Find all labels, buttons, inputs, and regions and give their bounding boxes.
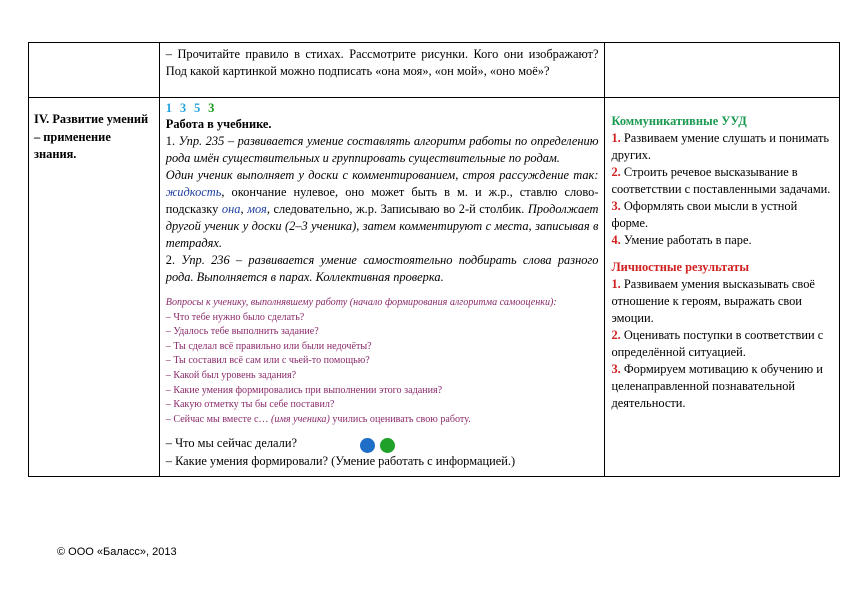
question-part: (имя ученика) [271,413,330,425]
empty-cell [29,43,160,98]
reasoning-intro: Один ученик выполняет у доски с комментированием, строя рассуждение так: [165,168,599,182]
grade-mark: 3 [179,101,187,115]
reasoning-continue: Продолжает другой ученик у доски (2–3 ученика), затем комментируют с места, записывая в тетрадях. [165,202,599,250]
work-heading: Работа в учебнике. [165,117,272,131]
grade-mark: 5 [193,101,201,115]
item-number: 3. [611,199,621,213]
exercise-1-reasoning [166,167,599,252]
item-number: 1. [611,277,621,291]
questions-intro: Вопросы к ученику, выполнявшему работу (начало формирования алгоритма самооценки): [165,297,557,308]
question-item: – Ты составил всё сам или с чьей-то помощью? [165,355,370,367]
item-text: Строить речевое высказывание в соответствии с поставленными задачами. [611,165,831,196]
blue-dot-icon [360,438,375,453]
communicative-heading: Коммуникативные УУД [611,114,747,128]
question-item [166,413,599,428]
exercise-2-text: Упр. 236 – развивается умение самостоятельно подбирать слова разного рода. Выполняется в парах. Коллективная проверка. [165,253,599,284]
exercise-2 [166,252,599,286]
stage-cell [29,98,160,477]
example-word: жидкость [165,185,222,199]
personal-item [611,276,833,327]
personal-item [611,361,833,412]
question-item: – Что тебе нужно было сделать? [165,311,305,323]
rule-text: – Прочитайте правило в стихах. Рассмотрите рисунки. Кого они изображают? Под какой картинкой можно подписать «она моя», «он мой», «оно моё»? [165,47,599,78]
item-text: Формируем мотивацию к обучению и целенаправленной познавательной деятельности. [611,362,823,410]
question-part: – Сейчас мы вместе с… [165,413,272,425]
reasoning-text: , окончание нулевое, оно может быть в м. и ж.р., ставлю слово-подсказку [165,185,599,216]
item-text: Умение работать в паре. [620,233,752,247]
personal-heading: Личностные результаты [611,260,750,274]
grade-marks [166,101,599,116]
question-part: учились оценивать свою работу. [329,413,471,425]
copyright-footer: © ООО «Баласс», 2013 [57,546,177,558]
reasoning-text: , следовательно, ж.р. Записываю во 2-й столбик. [266,202,528,216]
closing-question-2: – Какие умения формировали? (Умение работать с информацией.) [165,454,516,468]
communicative-item [611,130,833,164]
exercise-1-text: Упр. 235 – развивается умение составлять алгоритм работы по определению рода имён существительных и группировать существительные по родам. [165,134,599,165]
grade-mark: 1 [165,101,173,115]
item-number: 4. [611,233,621,247]
item-text: Оформлять свои мысли в устной форме. [611,199,798,230]
comma: , [240,202,248,216]
item-number: 2. [165,253,182,267]
item-number: 3. [611,362,621,376]
closing-question-1 [166,435,599,453]
lesson-table [28,42,840,477]
table-row [29,98,840,477]
item-number: 2. [611,328,621,342]
question-item: – Удалось тебе выполнить задание? [165,326,319,338]
item-text: Оценивать поступки в соответствии с определённой ситуацией. [611,328,824,359]
content-cell [159,98,605,477]
table-row [29,43,840,98]
item-text: Развиваем умение слушать и понимать других. [611,131,830,162]
example-word: моя [247,202,267,216]
uud-cell [605,98,840,477]
communicative-item [611,198,833,232]
self-assessment-questions [166,296,599,427]
example-word: она [221,202,241,216]
item-number: 1. [165,134,179,148]
grade-mark: 3 [208,101,215,115]
question-item: – Какие умения формировались при выполнении этого задания? [165,384,443,396]
item-text: Развиваем умения высказывать своё отношение к героям, выражать свои эмоции. [611,277,815,325]
communicative-item [611,232,833,249]
communicative-item [611,164,833,198]
green-dot-icon [380,438,395,453]
personal-item [611,327,833,361]
marker-dots [360,436,400,453]
closing-question-text: – Что мы сейчас делали? [165,436,297,451]
empty-cell [605,43,840,98]
question-item: – Ты сделал всё правильно или были недочёты? [165,340,372,352]
question-item: – Какую отметку ты бы себе поставил? [165,399,335,411]
item-number: 1. [611,131,621,145]
stage-title: IV. Развитие умений – применение знания. [34,112,149,161]
question-item: – Какой был уровень задания? [165,369,297,381]
item-number: 2. [611,165,621,179]
exercise-1 [166,133,599,167]
content-cell [159,43,605,98]
